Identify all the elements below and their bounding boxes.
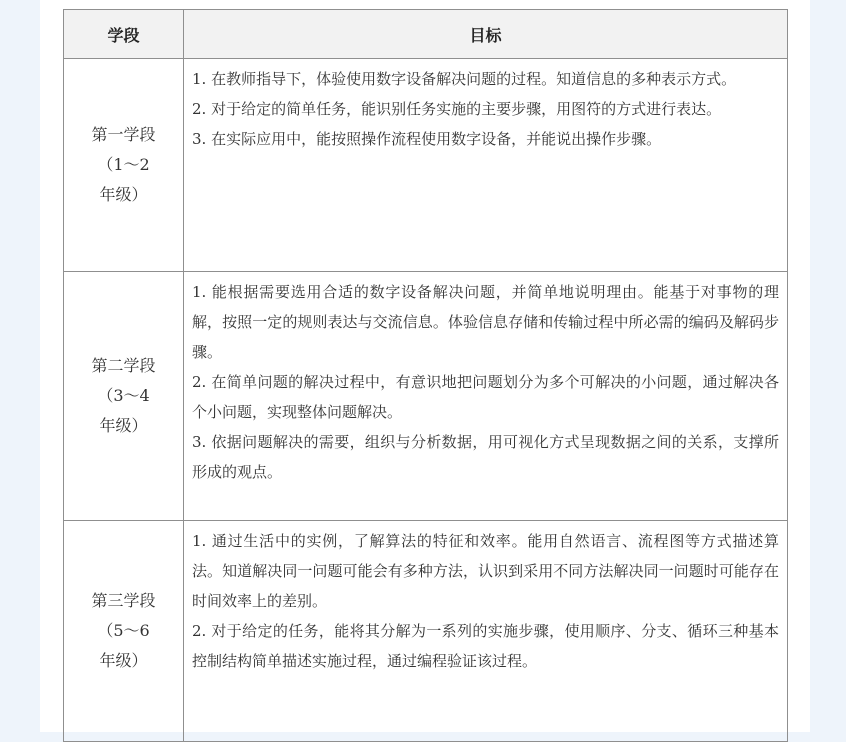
stage-name: 第一学段: [91, 125, 156, 144]
table-row: [64, 521, 788, 742]
goals-cell: [184, 521, 788, 742]
table-row: [64, 59, 788, 272]
goal-item: 3. 在实际应用中，能按照操作流程使用数字设备，并能说出操作步骤。: [192, 130, 662, 148]
goals-cell: [184, 59, 788, 272]
stage-grade-suffix: 年级）: [99, 185, 148, 204]
goals-cell: [184, 272, 788, 521]
stage-cell: [64, 272, 184, 521]
stage-grade-suffix: 年级）: [99, 651, 148, 670]
stage-grade-range: （5～6: [97, 621, 150, 640]
header-goal: 目标: [184, 10, 788, 59]
table-header-row: [64, 10, 788, 59]
goal-item: 1. 能根据需要选用合适的数字设备解决问题，并简单地说明理由。能基于对事物的理解，按照一定的规则表达与交流信息。体验信息存储和传输过程中所必需的编码及解码步骤。: [192, 283, 779, 361]
header-stage: 学段: [64, 10, 184, 59]
goal-item: 1. 通过生活中的实例，了解算法的特征和效率。能用自然语言、流程图等方式描述算法。知道解决同一问题可能会有多种方法，认识到采用不同方法解决同一问题时可能存在时间效率上的差别。: [192, 532, 779, 610]
stage-grade-range: （1～2: [97, 155, 150, 174]
goal-item: 2. 对于给定的任务，能将其分解为一系列的实施步骤，使用顺序、分支、循环三种基本控制结构简单描述实施过程，通过编程验证该过程。: [192, 622, 779, 670]
stage-cell: [64, 59, 184, 272]
goal-item: 1. 在教师指导下，体验使用数字设备解决问题的过程。知道信息的多种表示方式。: [192, 70, 737, 88]
stage-cell: [64, 521, 184, 742]
stage-grade-suffix: 年级）: [99, 416, 148, 435]
curriculum-goals-table: [63, 9, 788, 742]
table-row: [64, 272, 788, 521]
goal-item: 2. 在简单问题的解决过程中，有意识地把问题划分为多个可解决的小问题，通过解决各个小问题，实现整体问题解决。: [192, 373, 779, 421]
document-page: [40, 0, 810, 732]
stage-grade-range: （3～4: [97, 386, 150, 405]
goal-item: 3. 依据问题解决的需要，组织与分析数据，用可视化方式呈现数据之间的关系，支撑所形成的观点。: [192, 433, 779, 481]
stage-name: 第二学段: [91, 356, 156, 375]
stage-name: 第三学段: [91, 591, 156, 610]
goal-item: 2. 对于给定的简单任务，能识别任务实施的主要步骤，用图符的方式进行表达。: [192, 100, 722, 118]
